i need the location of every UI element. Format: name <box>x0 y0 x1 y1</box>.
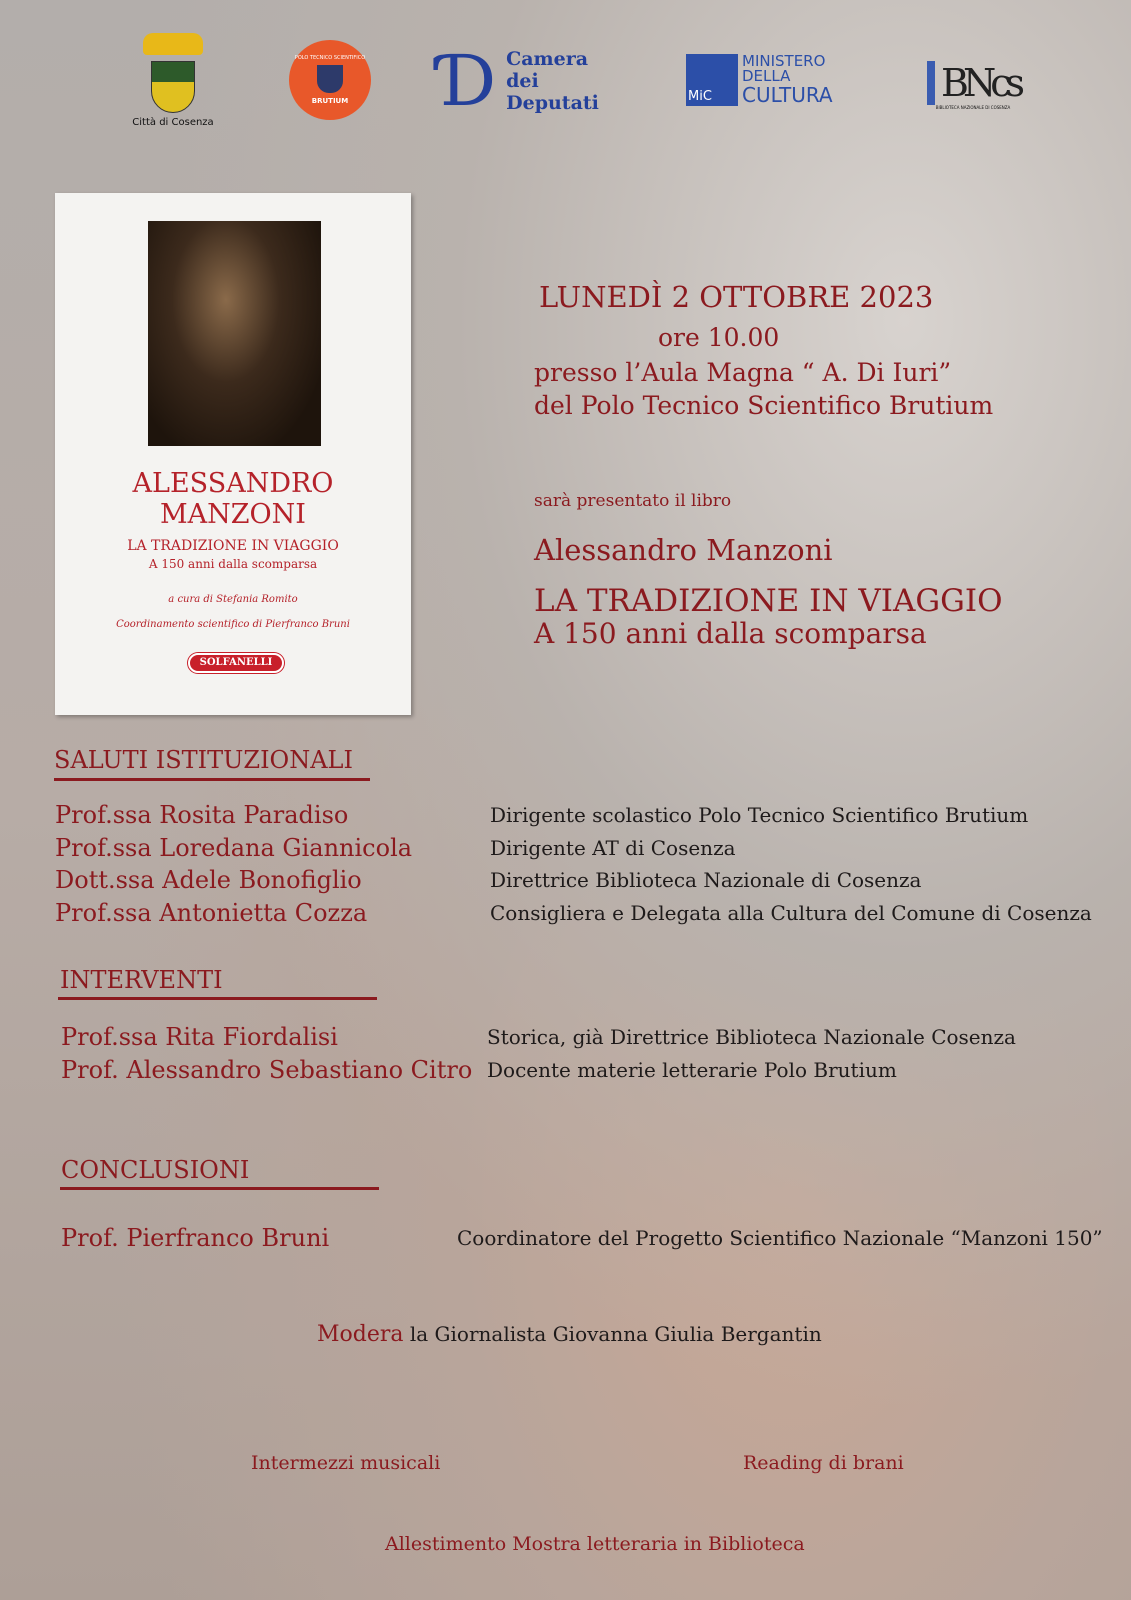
section-heading-interventi: INTERVENTI <box>60 966 223 994</box>
camera-deputati-logo <box>440 35 599 127</box>
person-name: Prof.ssa Loredana Giannicola <box>55 833 413 862</box>
logo-text: POLO TECNICO SCIENTIFICO <box>294 55 366 61</box>
logo-text: DELLA <box>742 67 791 85</box>
book-editor: a cura di Stefania Romito <box>168 594 298 605</box>
book-coordinator: Coordinamento scientifico di Pierfranco Bruni <box>116 619 350 630</box>
event-place: del Polo Tecnico Scientifico Brutium <box>534 391 994 420</box>
person-role: Direttrice Biblioteca Nazionale di Cosenza <box>490 868 922 892</box>
reading-note: Reading di brani <box>743 1452 904 1474</box>
logo-text: CULTURA <box>742 83 833 107</box>
section-heading-conclusioni: CONCLUSIONI <box>61 1156 250 1184</box>
person-role: Consigliera e Delegata alla Cultura del Comune di Cosenza <box>490 900 1092 925</box>
intro-text: sarà presentato il libro <box>534 491 732 511</box>
crest-icon <box>317 65 343 93</box>
saluti-names <box>55 799 412 929</box>
person-name: Prof. Alessandro Sebastiano Citro <box>61 1055 473 1084</box>
polo-brutium-logo <box>289 40 371 120</box>
event-time: ore 10.00 <box>658 323 780 352</box>
person-role: Dirigente AT di Cosenza <box>490 835 736 860</box>
biblioteca-nazionale-logo <box>918 50 1028 120</box>
citta-di-cosenza-logo <box>128 25 218 135</box>
person-name: Prof.ssa Antonietta Cozza <box>55 898 368 927</box>
book-author-heading: Alessandro Manzoni <box>534 533 833 567</box>
moderator-line <box>317 1322 822 1347</box>
person-name: Dott.ssa Adele Bonofiglio <box>55 866 362 894</box>
person-name: Prof.ssa Rosita Paradiso <box>55 801 349 829</box>
crown-icon <box>143 33 203 55</box>
book-author: MANZONI <box>160 499 306 530</box>
divider <box>58 997 377 1000</box>
manzoni-portrait <box>148 221 321 446</box>
mic-icon: MiC <box>686 54 738 106</box>
music-note: Intermezzi musicali <box>251 1452 441 1474</box>
shield-icon <box>151 61 195 113</box>
logo-text: MINISTERO <box>742 52 826 70</box>
logo-text: Città di Cosenza <box>132 116 214 128</box>
logo-text: BRUTIUM <box>311 97 349 105</box>
ministero-cultura-logo <box>686 52 833 108</box>
person-role: Coordinatore del Progetto Scientifico Nazionale “Manzoni 150” <box>457 1226 1103 1250</box>
moderator-label: Modera <box>317 1322 404 1347</box>
exhibition-note: Allestimento Mostra letteraria in Biblioteca <box>385 1533 805 1555</box>
person-role: Storica, già Direttrice Biblioteca Nazionale Cosenza <box>487 1025 1016 1049</box>
book-title: LA TRADIZIONE IN VIAGGIO <box>127 538 339 554</box>
person-role: Docente materie letterarie Polo Brutium <box>487 1057 897 1082</box>
publisher-badge: SOLFANELLI <box>188 653 284 673</box>
book-author: ALESSANDRO <box>132 468 334 499</box>
person-name: Prof. Pierfranco Bruni <box>61 1224 330 1252</box>
person-name: Prof.ssa Rita Fiordalisi <box>61 1023 338 1051</box>
saluti-roles <box>490 799 1092 929</box>
bncs-monogram-icon: BNcs <box>927 61 1019 105</box>
book-cover <box>55 193 411 715</box>
section-heading-saluti: SALUTI ISTITUZIONALI <box>54 746 353 774</box>
book-subtitle: A 150 anni dalla scomparsa <box>148 557 318 571</box>
event-place: presso l’Aula Magna “ A. Di Iuri” <box>534 358 952 387</box>
divider <box>60 1187 379 1190</box>
person-role: Dirigente scolastico Polo Tecnico Scientifico Brutium <box>490 803 1029 827</box>
event-date: LUNEDÌ 2 OTTOBRE 2023 <box>539 280 934 314</box>
cd-monogram-icon: Ɗ <box>440 40 497 122</box>
logo-text: Camera <box>506 48 589 70</box>
moderator-text: la Giornalista Giovanna Giulia Bergantin <box>403 1322 822 1346</box>
book-title-heading: LA TRADIZIONE IN VIAGGIO <box>534 583 1003 619</box>
logo-text: Deputati <box>506 92 599 114</box>
logo-text: BIBLIOTECA NAZIONALE DI COSENZA <box>935 104 1011 110</box>
logo-text: dei <box>506 70 539 92</box>
book-subtitle-heading: A 150 anni dalla scomparsa <box>534 617 927 650</box>
divider <box>54 778 370 781</box>
